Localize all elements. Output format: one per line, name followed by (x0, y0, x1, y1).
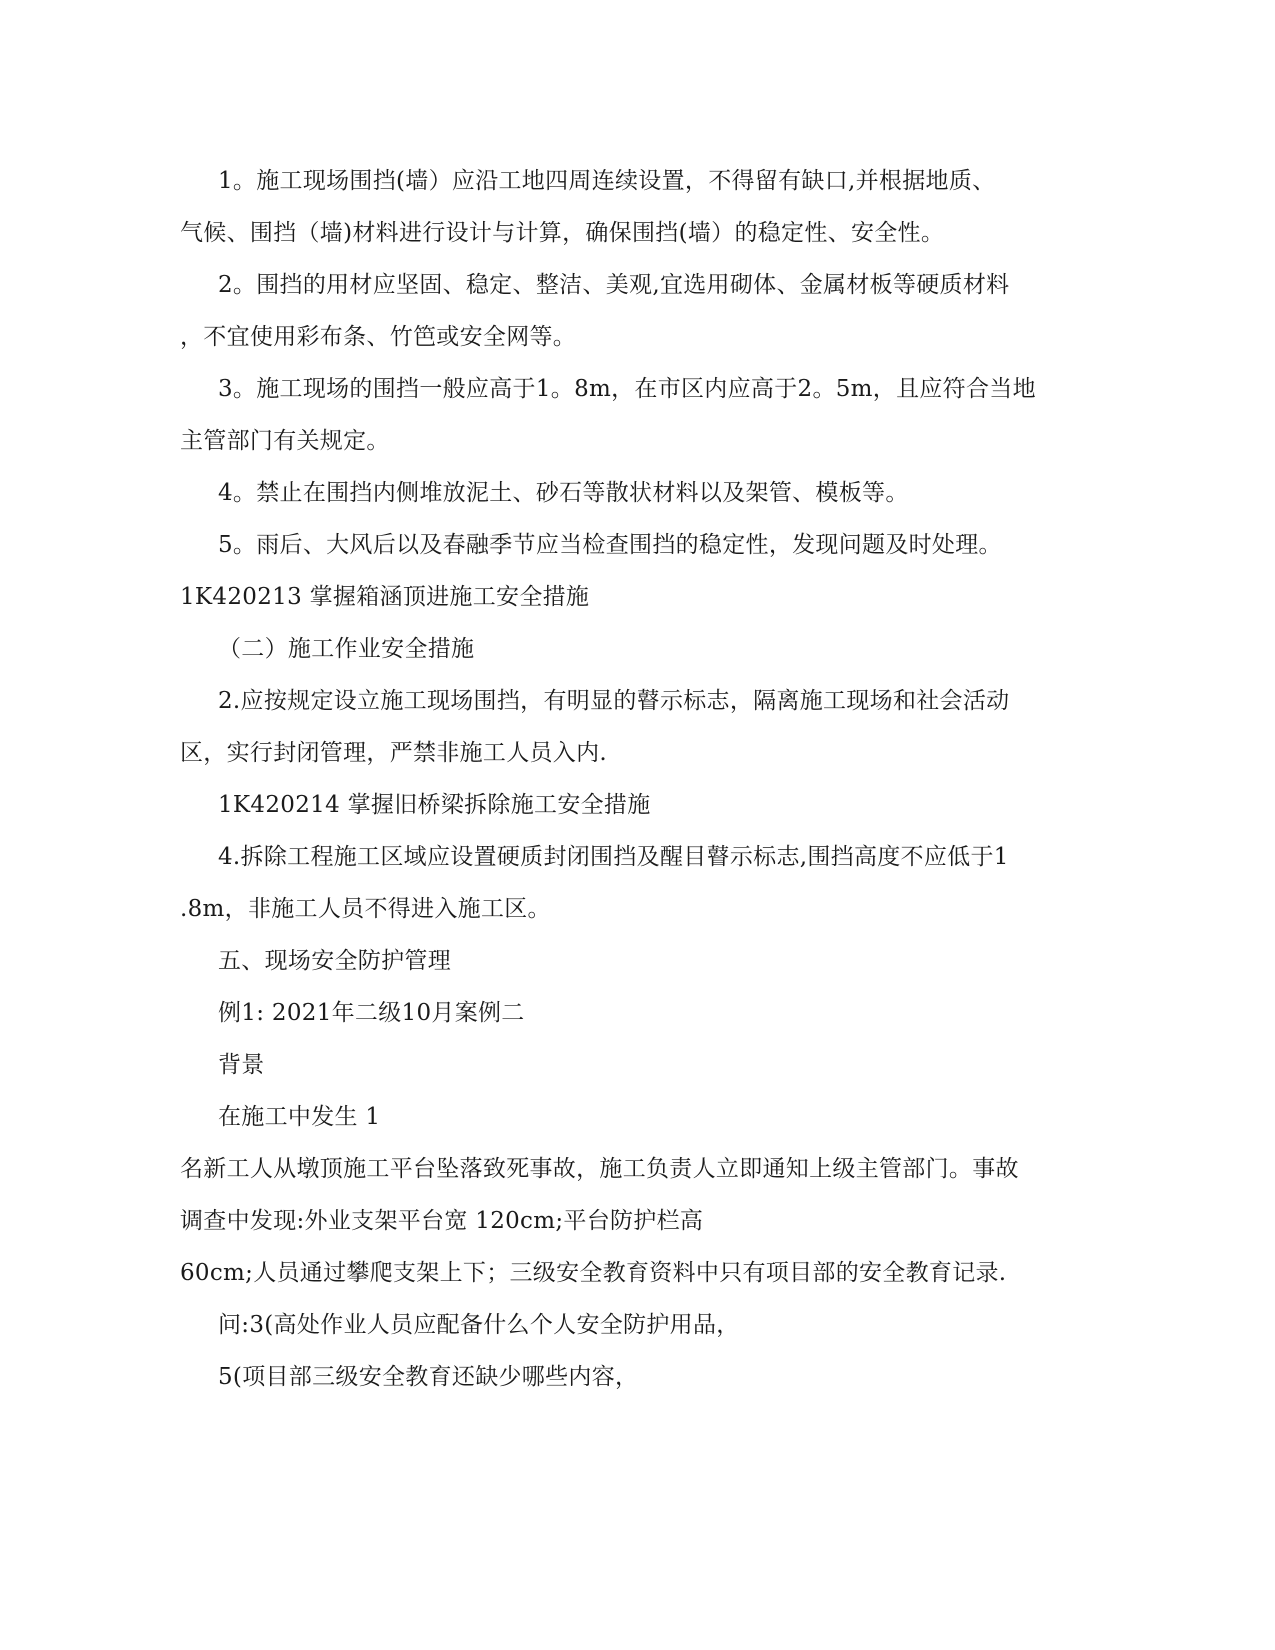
background-label: 背景 (218, 1052, 265, 1078)
section-heading-1k420213: 1K420213 掌握箱涵顶进施工安全措施 (180, 584, 590, 610)
paragraph-line-5: 3。施工现场的围挡一般应高于1。8m，在市区内应高于2。5m，且应符合当地 (218, 376, 1036, 402)
paragraph-line-14: 4.拆除工程施工区域应设置硬质封闭围挡及醒目瞽示标志,围挡高度不应低于1 (218, 844, 1009, 870)
paragraph-line-22: 60cm;人员通过攀爬支架上下；三级安全教育资料中只有项目部的安全教育记录. (180, 1260, 1007, 1286)
paragraph-line-12: 区，实行封闭管理，严禁非施工人员入内. (180, 740, 608, 766)
paragraph-line-15: .8m，非施工人员不得进入施工区。 (180, 896, 551, 922)
example-title: 例1: 2021年二级10月案例二 (218, 1000, 525, 1026)
paragraph-line-1: 1。施工现场围挡(墙）应沿工地四周连续设置，不得留有缺口,并根据地质、 (218, 168, 996, 194)
section-heading-safety: 五、现场安全防护管理 (218, 948, 451, 974)
paragraph-line-2: 气候、围挡（墙)材料进行设计与计算，确保围挡(墙）的稳定性、安全性。 (180, 220, 945, 246)
paragraph-line-6: 主管部门有关规定。 (180, 428, 390, 454)
paragraph-line-3: 2。围挡的用材应坚固、稳定、整洁、美观,宜选用砌体、金属材板等硬质材料 (218, 272, 1010, 298)
paragraph-line-4: ，不宜使用彩布条、竹笆或安全网等。 (180, 324, 577, 350)
question-3: 问:3(高处作业人员应配备什么个人安全防护用品， (218, 1312, 740, 1338)
question-5: 5(项目部三级安全教育还缺少哪些内容， (218, 1364, 639, 1390)
paragraph-line-7: 4。禁止在围挡内侧堆放泥土、砂石等散状材料以及架管、模板等。 (218, 480, 909, 506)
paragraph-line-8: 5。雨后、大风后以及春融季节应当检查围挡的稳定性，发现问题及时处理。 (218, 532, 1002, 558)
paragraph-line-21: 调查中发现:外业支架平台宽 120cm;平台防护栏高 (180, 1208, 704, 1234)
paragraph-line-11: 2.应按规定设立施工现场围挡，有明显的瞽示标志，隔离施工现场和社会活动 (218, 688, 1010, 714)
subsection-heading: （二）施工作业安全措施 (218, 636, 475, 662)
section-heading-1k420214: 1K420214 掌握旧桥梁拆除施工安全措施 (218, 792, 651, 818)
paragraph-line-19: 在施工中发生 1 (218, 1104, 381, 1130)
paragraph-line-20: 名新工人从墩顶施工平台坠落致死事故，施工负责人立即通知上级主管部门。事故 (180, 1156, 1019, 1182)
